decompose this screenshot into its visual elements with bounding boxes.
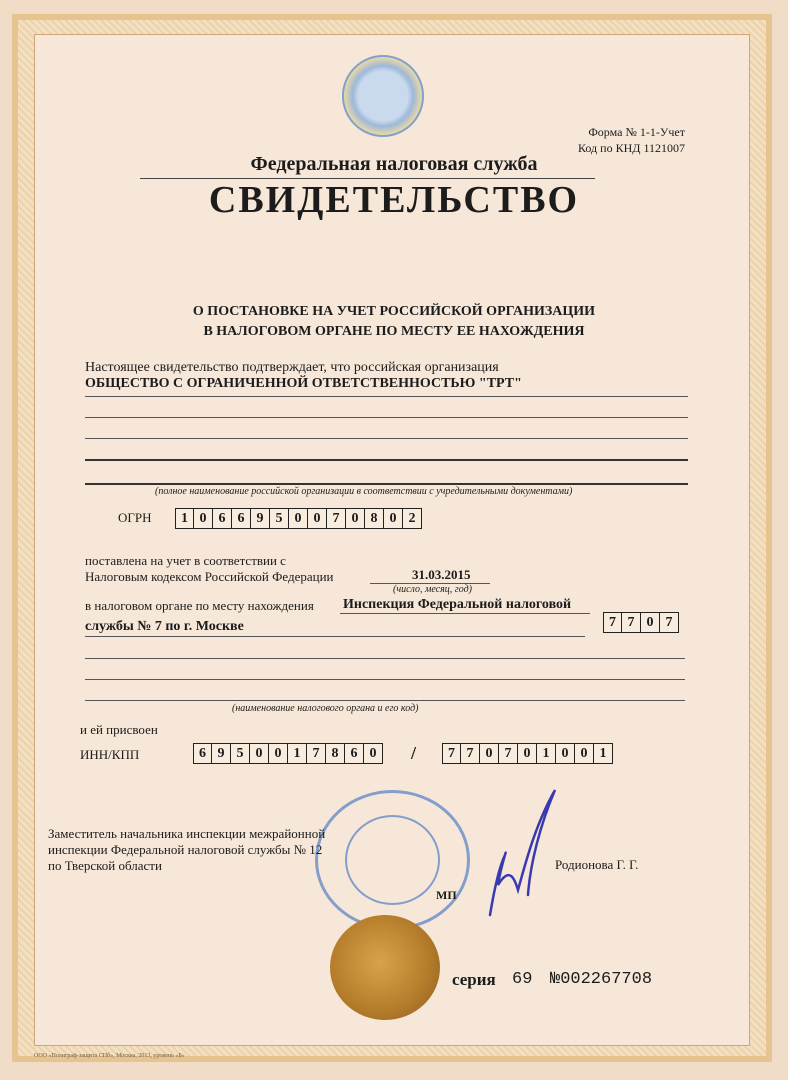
kpp-digit: 7: [442, 743, 461, 764]
form-line: [85, 658, 685, 659]
ogrn-digit: 6: [213, 508, 232, 529]
intro-text: Настоящее свидетельство подтверждает, что российская организация: [85, 360, 499, 375]
ogrn-digit: 0: [308, 508, 327, 529]
ogrn-digit: 1: [175, 508, 194, 529]
kpp-digit: 0: [480, 743, 499, 764]
form-line: [340, 613, 590, 614]
ogrn-digit: 0: [194, 508, 213, 529]
mp-label: МП: [436, 888, 457, 902]
registered-line-1: поставлена на учет в соответствии с: [85, 553, 286, 568]
inn-kpp-separator: /: [411, 743, 417, 763]
inn-digit: 0: [250, 743, 269, 764]
ogrn-digit: 6: [232, 508, 251, 529]
form-number: Форма № 1-1-Учет: [588, 125, 685, 139]
kpp-digit: 1: [537, 743, 556, 764]
form-code: [575, 124, 685, 156]
kpp-field: [442, 743, 613, 764]
signer-title-line-1: Заместитель начальника инспекции межрайонной: [48, 826, 326, 841]
kpp-digit: 7: [499, 743, 518, 764]
date-caption: (число, месяц, год): [393, 584, 472, 595]
ogrn-field: [175, 508, 422, 529]
inn-digit: 7: [307, 743, 326, 764]
official-stamp-emblem: [345, 815, 440, 905]
inn-field: [193, 743, 383, 764]
tax-authority-caption: (наименование налогового органа и его код): [232, 703, 419, 714]
signer-title-line-3: по Тверской области: [48, 858, 162, 873]
tax-authority-prefix: в налоговом органе по месту нахождения: [85, 598, 314, 613]
ogrn-digit: 0: [289, 508, 308, 529]
series-label: серия: [452, 970, 496, 989]
form-line: [85, 700, 685, 701]
form-line: [85, 396, 688, 397]
hologram-emblem-icon: [342, 55, 424, 137]
document-subtitle: [0, 302, 788, 342]
signer-title-line-2: инспекции Федеральной налоговой службы № 12: [48, 842, 323, 857]
inn-digit: 8: [326, 743, 345, 764]
ogrn-digit: 0: [346, 508, 365, 529]
tax-authority-code-digit: 0: [641, 612, 660, 633]
tax-authority-code-digit: 7: [660, 612, 679, 633]
form-line: [85, 417, 688, 418]
tax-authority-part-1: Инспекция Федеральной налоговой: [343, 597, 572, 612]
document-title: СВИДЕТЕЛЬСТВО: [208, 179, 580, 221]
knd-code: Код по КНД 1121007: [578, 141, 685, 155]
gold-seal: [330, 915, 440, 1020]
inn-digit: 9: [212, 743, 231, 764]
inn-digit: 1: [288, 743, 307, 764]
handwritten-signature: [470, 785, 560, 925]
form-line: [85, 679, 685, 680]
kpp-digit: 0: [556, 743, 575, 764]
organization-name: ОБЩЕСТВО С ОГРАНИЧЕННОЙ ОТВЕТСТВЕННОСТЬЮ "ТРТ": [85, 376, 522, 391]
ogrn-digit: 9: [251, 508, 270, 529]
form-line: [85, 483, 688, 485]
ogrn-digit: 0: [384, 508, 403, 529]
organization-caption: (полное наименование российской организации в соответствии с учредительными документами): [155, 486, 573, 497]
ogrn-label: ОГРН: [118, 510, 152, 525]
series-value: 69: [512, 970, 533, 989]
ogrn-digit: 2: [403, 508, 422, 529]
form-line: [85, 636, 585, 637]
printer-footer: ООО «Полиграф-защита СПб», Москва, 2013, уровень «Б»: [34, 1053, 185, 1059]
tax-authority-code-digit: 7: [603, 612, 622, 633]
ogrn-digit: 7: [327, 508, 346, 529]
tax-authority-code-field: [603, 612, 679, 633]
form-line: [85, 459, 688, 461]
signer-name: Родионова Г. Г.: [555, 857, 639, 872]
registered-line-2: Налоговым кодексом Российской Федерации: [85, 569, 334, 584]
kpp-digit: 0: [575, 743, 594, 764]
inn-digit: 0: [269, 743, 288, 764]
kpp-digit: 7: [461, 743, 480, 764]
serial-number: №002267708: [550, 970, 653, 989]
assigned-label: и ей присвоен: [80, 722, 158, 737]
subtitle-line-2: В НАЛОГОВОМ ОРГАНЕ ПО МЕСТУ ЕЕ НАХОЖДЕНИЯ: [203, 324, 585, 339]
inn-digit: 0: [364, 743, 383, 764]
tax-authority-part-2: службы № 7 по г. Москве: [85, 619, 244, 634]
registration-date: 31.03.2015: [412, 567, 471, 582]
inn-kpp-label: ИНН/КПП: [80, 747, 140, 762]
tax-authority-code-digit: 7: [622, 612, 641, 633]
ogrn-digit: 5: [270, 508, 289, 529]
ogrn-digit: 8: [365, 508, 384, 529]
kpp-digit: 0: [518, 743, 537, 764]
kpp-digit: 1: [594, 743, 613, 764]
inn-digit: 6: [345, 743, 364, 764]
inn-digit: 5: [231, 743, 250, 764]
inn-digit: 6: [193, 743, 212, 764]
service-name: Федеральная налоговая служба: [250, 153, 538, 175]
subtitle-line-1: О ПОСТАНОВКЕ НА УЧЕТ РОССИЙСКОЙ ОРГАНИЗАЦИИ: [192, 304, 596, 319]
form-line: [85, 438, 688, 439]
